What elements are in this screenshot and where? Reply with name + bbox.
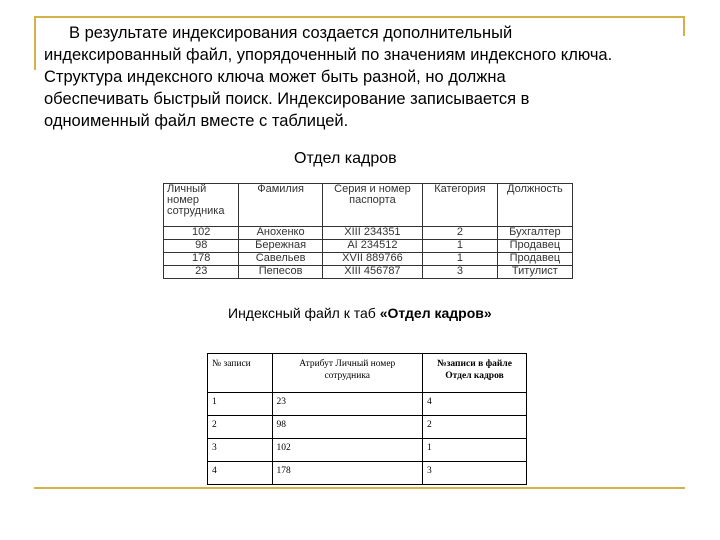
table2-caption [228, 305, 492, 321]
table1-caption: Отдел кадров [294, 150, 397, 167]
table-row [208, 439, 527, 462]
table-cell: 3 [423, 266, 498, 279]
header-cell: № записи [208, 354, 273, 393]
table-row [208, 462, 527, 485]
table-cell: Продавец [497, 253, 572, 266]
table-cell: 98 [272, 416, 422, 439]
frame-top-line [34, 16, 685, 18]
table-cell: 178 [164, 253, 239, 266]
intro-line-3: Структура индексного ключа может быть разной, но должна [44, 68, 506, 86]
table-cell: Анохенко [239, 227, 322, 240]
table-header-row [208, 354, 527, 393]
table-cell: 178 [272, 462, 422, 485]
frame-bottom-line [34, 487, 685, 489]
table-cell: 3 [208, 439, 273, 462]
table-cell: Бухгалтер [497, 227, 572, 240]
header-cell: Категория [423, 184, 498, 227]
table-header-row [164, 184, 573, 227]
table-cell: 23 [164, 266, 239, 279]
table-cell: Бережная [239, 240, 322, 253]
table-row [164, 266, 573, 279]
table-cell: 102 [272, 439, 422, 462]
header-cell: Серия и номер паспорта [322, 184, 422, 227]
table-cell: 1 [423, 240, 498, 253]
table-cell: 4 [208, 462, 273, 485]
table-cell: 2 [423, 227, 498, 240]
table-cell: Пепесов [239, 266, 322, 279]
table-cell: XIII 234351 [322, 227, 422, 240]
intro-line-5: одноименный файл вместе с таблицей. [44, 112, 349, 130]
header-cell: Личный номер сотрудника [164, 184, 239, 227]
table-cell: XIII 456787 [322, 266, 422, 279]
header-cell [422, 354, 526, 393]
index-file-table [207, 353, 527, 485]
table-cell: 23 [272, 393, 422, 416]
intro-line-2: индексированный файл, упорядоченный по значениям индексного ключа. [44, 46, 613, 64]
table-row [164, 253, 573, 266]
table-cell: 1 [208, 393, 273, 416]
header-cell-text: №записи в файле Отдел кадров [437, 359, 512, 381]
table-cell: 2 [208, 416, 273, 439]
table-cell: 102 [164, 227, 239, 240]
intro-paragraph [44, 22, 684, 132]
table-row [164, 240, 573, 253]
table-cell: 4 [422, 393, 526, 416]
personnel-table [163, 183, 573, 279]
table-cell: XVII 889766 [322, 253, 422, 266]
intro-line-1: В результате индексирования создается дополнительный [69, 24, 513, 42]
table2-caption-prefix: Индексный файл к таб [228, 305, 380, 321]
table-cell: Савельев [239, 253, 322, 266]
table-cell: 1 [422, 439, 526, 462]
header-cell: Фамилия [239, 184, 322, 227]
table-cell: 98 [164, 240, 239, 253]
table-cell: Продавец [497, 240, 572, 253]
table-row [164, 227, 573, 240]
intro-line-4: обеспечивать быстрый поиск. Индексирование записывается в [44, 90, 530, 108]
table-cell: 1 [423, 253, 498, 266]
table-cell: 2 [422, 416, 526, 439]
frame-left-line [34, 16, 36, 70]
table-cell: AI 234512 [322, 240, 422, 253]
header-cell: Должность [497, 184, 572, 227]
table-cell: Титулист [497, 266, 572, 279]
header-cell: Атрибут Личный номер сотрудника [272, 354, 422, 393]
table-row [208, 393, 527, 416]
table2-caption-bold: «Отдел кадров» [379, 305, 492, 321]
table-row [208, 416, 527, 439]
table-cell: 3 [422, 462, 526, 485]
